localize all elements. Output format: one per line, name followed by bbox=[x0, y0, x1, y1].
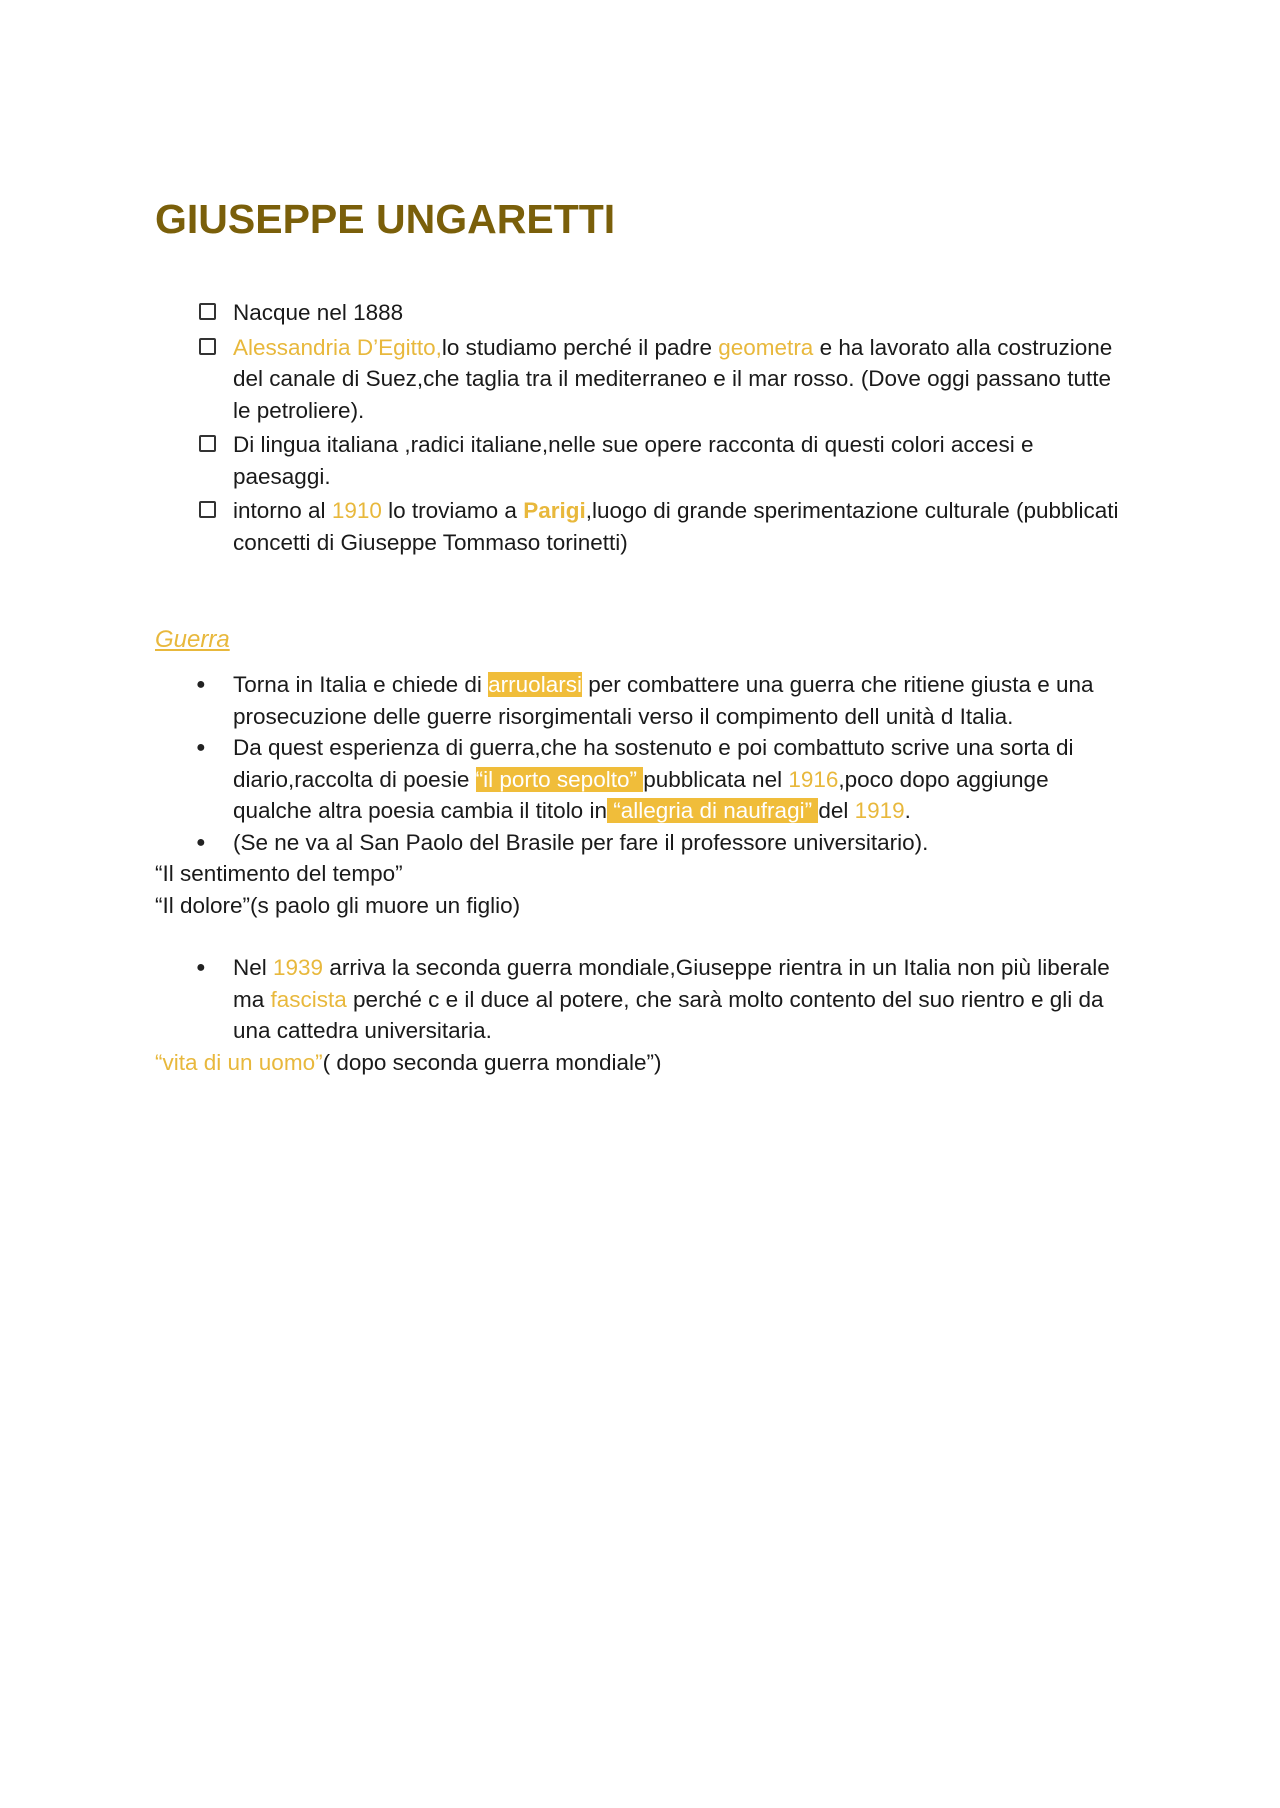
checklist-item-text: Nacque nel 1888 bbox=[233, 300, 404, 325]
text-line-part: ( dopo seconda guerra mondiale”) bbox=[322, 1049, 662, 1075]
page-title: GIUSEPPE UNGARETTI bbox=[155, 196, 616, 242]
checkbox-icon[interactable] bbox=[199, 338, 216, 355]
list-item-text: ,poco dopo aggiunge qualche altra poesia cambia il titolo in bbox=[233, 766, 1049, 823]
highlight-text: 1919 bbox=[854, 798, 905, 823]
checklist bbox=[0, 297, 1280, 558]
highlight-text: fascista bbox=[270, 986, 347, 1012]
bullet-icon: ● bbox=[196, 833, 206, 851]
highlight-text: 1939 bbox=[273, 955, 324, 980]
list-item-text: . bbox=[904, 798, 911, 823]
highlight-text: 1910 bbox=[331, 498, 382, 523]
checklist-item bbox=[0, 297, 1280, 329]
checklist-item bbox=[0, 495, 1280, 558]
list-item bbox=[0, 827, 1280, 859]
list-item-text: (Se ne va al San Paolo del Brasile per fare il professore universitario). bbox=[233, 829, 929, 855]
bullet-icon: ● bbox=[196, 959, 206, 976]
list-item bbox=[0, 732, 1280, 827]
checklist-item-text: intorno al bbox=[233, 498, 332, 523]
highlight-text: “il porto sepolto” bbox=[475, 766, 644, 792]
checkbox-icon[interactable] bbox=[199, 501, 216, 518]
list-item-text: arriva la seconda guerra mondiale,Giuseppe rientra in un Italia non più liberale ma bbox=[233, 955, 1110, 1012]
highlight-text: geometra bbox=[718, 334, 814, 360]
highlight-text: Parigi bbox=[523, 498, 586, 523]
checklist-item bbox=[0, 429, 1280, 492]
bullet-list bbox=[0, 669, 1280, 858]
list-item bbox=[0, 952, 1280, 1047]
checklist-block bbox=[0, 297, 1280, 561]
checklist-item-text: Di lingua italiana ,radici italiane,nelle sue opere racconta di questi colori accesi e paesaggi. bbox=[233, 432, 1034, 489]
list-item-text: Da quest esperienza di guerra,che ha sostenuto e poi combattuto scrive una sorta di diario,raccolta di poesie bbox=[233, 735, 1074, 792]
checkbox-icon[interactable] bbox=[199, 435, 216, 452]
text-line: “Il dolore”(s paolo gli muore un figlio) bbox=[155, 892, 521, 918]
text-line: “Il sentimento del tempo” bbox=[155, 861, 403, 886]
list-item bbox=[0, 669, 1280, 732]
list-item-text: perché c e il duce al potere, che sarà molto contento del suo rientro e gli da una cattedra universitaria. bbox=[233, 986, 1104, 1043]
bullet-icon: ● bbox=[196, 676, 206, 693]
checklist-item-text: lo troviamo a bbox=[381, 498, 524, 523]
list-item-text: Nel bbox=[233, 955, 274, 980]
spacer bbox=[0, 921, 1280, 952]
checklist-item bbox=[0, 332, 1280, 427]
highlight-text: “vita di un uomo” bbox=[155, 1049, 323, 1075]
highlight-text: arruolarsi bbox=[488, 672, 582, 697]
highlight-text: “allegria di naufragi” bbox=[606, 798, 819, 823]
checklist-item-text: lo studiamo perché il padre bbox=[441, 334, 719, 360]
section-heading: Guerra bbox=[155, 626, 230, 653]
list-item-text: del bbox=[818, 798, 855, 823]
bullet-list bbox=[0, 952, 1280, 1047]
list-item-text: pubblicata nel bbox=[643, 766, 789, 792]
checklist-item-text: e ha lavorato alla costruzione del canale di Suez,che taglia tra il mediterraneo e il mar rosso. (Dove oggi passano tutte le petroliere). bbox=[233, 334, 1113, 423]
text-line bbox=[0, 1047, 1280, 1079]
list-item-text: Torna in Italia e chiede di bbox=[233, 672, 489, 697]
checkbox-icon[interactable] bbox=[199, 303, 216, 320]
bullet-icon: ● bbox=[196, 739, 206, 756]
highlight-text: 1916 bbox=[788, 766, 839, 792]
checklist-item-text: ,luogo di grande sperimentazione culturale (pubblicati concetti di Giuseppe Tommaso torinetti) bbox=[233, 498, 1119, 555]
war-section bbox=[0, 669, 1280, 1078]
highlight-text: Alessandria D’Egitto, bbox=[233, 334, 442, 360]
list-item-text: per combattere una guerra che ritiene giusta e una prosecuzione delle guerre risorgimentali verso il compimento dell unità d Italia. bbox=[233, 672, 1094, 729]
